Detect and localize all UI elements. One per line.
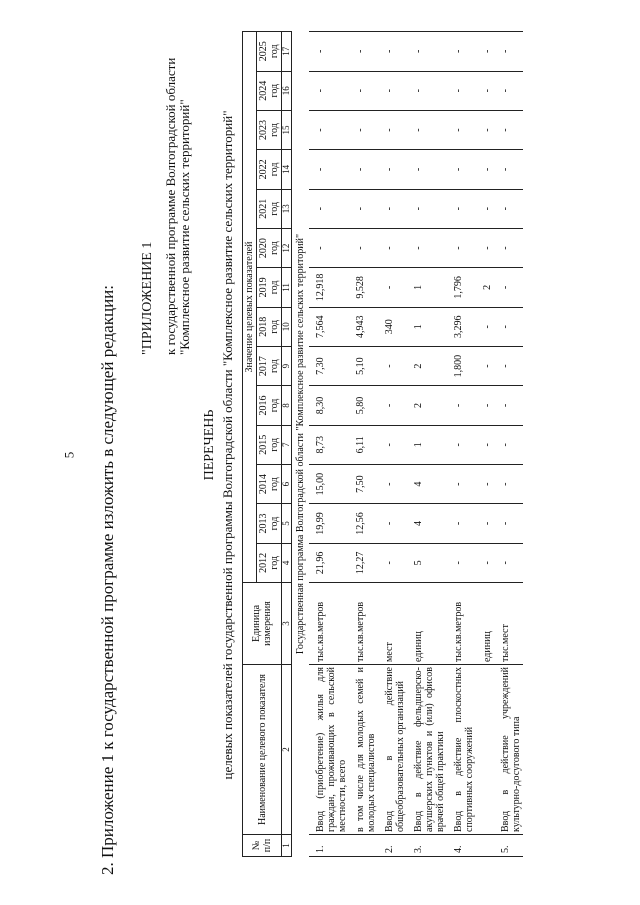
- indicator-value: -: [476, 228, 494, 267]
- header-year: 2018 год: [257, 307, 282, 346]
- indicator-value: -: [349, 189, 378, 228]
- indicator-value: -: [494, 386, 523, 425]
- header-no: № п/п: [243, 835, 282, 857]
- indicator-value: -: [447, 543, 476, 582]
- indicator-name: [476, 665, 494, 835]
- indicator-value: -: [309, 110, 349, 149]
- group-row: [292, 32, 310, 857]
- indicator-value: 7,30: [309, 346, 349, 385]
- indicator-unit: единиц: [476, 583, 494, 665]
- table-row: [447, 32, 476, 857]
- appendix-label: "ПРИЛОЖЕНИЕ 1: [140, 241, 155, 355]
- indicator-value: -: [494, 228, 523, 267]
- column-number: 13: [282, 189, 292, 228]
- indicator-value: 6,11: [349, 425, 378, 464]
- indicator-name: Ввод в действие фельдшерско-акушерских пунктов и (или) офисов врачей общей практики: [407, 665, 447, 835]
- indicator-value: -: [378, 464, 407, 503]
- table-row: [476, 32, 494, 857]
- header-year: 2021 год: [257, 189, 282, 228]
- table-row: [494, 32, 523, 857]
- column-number: 2: [282, 665, 292, 835]
- indicator-value: 9,528: [349, 268, 378, 307]
- indicator-value: -: [309, 150, 349, 189]
- indicator-value: -: [378, 32, 407, 72]
- table-row: [378, 32, 407, 857]
- indicator-value: -: [494, 425, 523, 464]
- indicator-value: -: [378, 386, 407, 425]
- indicator-unit: тыс.кв.метров: [309, 583, 349, 665]
- indicator-value: 1: [407, 307, 447, 346]
- header-year: 2014 год: [257, 464, 282, 503]
- indicator-value: 340: [378, 307, 407, 346]
- column-number: 1: [282, 835, 292, 857]
- column-number: 4: [282, 543, 292, 582]
- indicator-value: 2: [407, 346, 447, 385]
- indicator-value: -: [407, 228, 447, 267]
- indicator-value: -: [407, 150, 447, 189]
- indicator-value: 1: [407, 425, 447, 464]
- header-name: Наименование целевого показателя: [243, 665, 282, 835]
- indicator-value: -: [378, 110, 407, 149]
- indicator-value: -: [349, 150, 378, 189]
- header-year: 2017 год: [257, 346, 282, 385]
- column-number: 8: [282, 386, 292, 425]
- column-number: 15: [282, 110, 292, 149]
- indicator-value: -: [309, 189, 349, 228]
- indicator-name: Ввод в действие общеобразовательных организаций: [378, 665, 407, 835]
- indicator-value: -: [494, 71, 523, 110]
- indicator-value: 21,96: [309, 543, 349, 582]
- indicator-value: -: [407, 110, 447, 149]
- indicator-value: -: [476, 307, 494, 346]
- indicator-value: -: [494, 32, 523, 72]
- group-title: Государственная программа Волгоградской области "Комплексное развитие сельских территорий": [295, 233, 306, 655]
- indicator-value: -: [476, 504, 494, 543]
- indicator-value: 8,73: [309, 425, 349, 464]
- indicator-value: 7,564: [309, 307, 349, 346]
- table-row: [349, 32, 378, 857]
- indicator-value: -: [447, 110, 476, 149]
- header-year: 2025 год: [257, 32, 282, 72]
- rotated-page-content: [96, 15, 640, 875]
- indicator-value: 12,27: [349, 543, 378, 582]
- indicator-value: -: [494, 307, 523, 346]
- indicator-value: 1,800: [447, 346, 476, 385]
- indicator-value: -: [309, 32, 349, 72]
- column-number: 12: [282, 228, 292, 267]
- column-number: 9: [282, 346, 292, 385]
- indicator-value: 4: [407, 504, 447, 543]
- indicator-value: -: [309, 228, 349, 267]
- list-title: ПЕРЕЧЕНЬ: [202, 409, 217, 481]
- indicator-value: -: [378, 268, 407, 307]
- indicator-name: в том числе для молодых семей и молодых специалистов: [349, 665, 378, 835]
- indicator-value: 7,50: [349, 464, 378, 503]
- indicator-value: 3,296: [447, 307, 476, 346]
- row-number: 2.: [378, 835, 407, 857]
- indicator-value: -: [447, 150, 476, 189]
- indicator-value: 1,796: [447, 268, 476, 307]
- indicator-value: 2: [476, 268, 494, 307]
- indicator-name: Ввод (приобретение) жилья для граждан, проживающих в сельской местности, всего: [309, 665, 349, 835]
- appendix-reference: [164, 58, 192, 355]
- indicator-value: 4,943: [349, 307, 378, 346]
- indicator-value: -: [476, 543, 494, 582]
- indicator-value: -: [494, 189, 523, 228]
- indicator-value: -: [494, 504, 523, 543]
- list-subtitle: целевых показателей государственной программы Волгоградской области "Комплексное развитие сельских территорий": [220, 110, 235, 780]
- indicator-value: -: [378, 504, 407, 543]
- indicator-value: -: [349, 110, 378, 149]
- indicator-value: 15,00: [309, 464, 349, 503]
- header-values-group: Значение целевых показателей: [243, 32, 257, 583]
- row-number: [476, 835, 494, 857]
- indicator-value: -: [309, 71, 349, 110]
- indicator-value: -: [407, 71, 447, 110]
- indicator-value: -: [476, 386, 494, 425]
- indicator-value: -: [378, 346, 407, 385]
- indicator-value: -: [476, 425, 494, 464]
- column-number: 10: [282, 307, 292, 346]
- indicator-value: -: [476, 189, 494, 228]
- indicator-value: -: [378, 228, 407, 267]
- indicator-value: 8,30: [309, 386, 349, 425]
- indicator-value: 12,918: [309, 268, 349, 307]
- header-year: 2016 год: [257, 386, 282, 425]
- indicator-value: -: [476, 346, 494, 385]
- indicator-value: -: [476, 71, 494, 110]
- section-heading: 2. Приложение 1 к государственной программе изложить в следующей редакции:: [98, 285, 117, 875]
- row-number: 3.: [407, 835, 447, 857]
- indicator-value: -: [494, 110, 523, 149]
- header-year: 2013 год: [257, 504, 282, 543]
- column-number: 11: [282, 268, 292, 307]
- column-number: 14: [282, 150, 292, 189]
- column-number: 3: [282, 583, 292, 665]
- header-year: 2023 год: [257, 110, 282, 149]
- row-number: 5.: [494, 835, 523, 857]
- indicator-value: -: [447, 228, 476, 267]
- header-year: 2020 год: [257, 228, 282, 267]
- indicator-value: -: [476, 32, 494, 72]
- indicator-value: -: [447, 71, 476, 110]
- indicator-value: -: [407, 32, 447, 72]
- indicator-value: 12,56: [349, 504, 378, 543]
- header-year: 2015 год: [257, 425, 282, 464]
- indicators-table: [242, 31, 523, 857]
- indicator-unit: тыс.кв.метров: [447, 583, 476, 665]
- row-number: 1.: [309, 835, 349, 857]
- indicator-value: -: [476, 464, 494, 503]
- indicator-value: -: [494, 150, 523, 189]
- indicator-value: -: [447, 464, 476, 503]
- indicator-value: 5,10: [349, 346, 378, 385]
- column-number: 16: [282, 71, 292, 110]
- column-number: 7: [282, 425, 292, 464]
- appendix-reference-line: "Комплексное развитие сельских территорий": [177, 99, 192, 355]
- indicator-unit: тыс.мест: [494, 583, 523, 665]
- indicator-value: -: [378, 150, 407, 189]
- column-number: 5: [282, 504, 292, 543]
- indicator-value: -: [494, 346, 523, 385]
- table-row: [309, 32, 349, 857]
- indicator-value: -: [378, 189, 407, 228]
- column-number-row: [282, 32, 292, 857]
- row-number: [349, 835, 378, 857]
- indicator-value: -: [476, 150, 494, 189]
- indicator-value: 4: [407, 464, 447, 503]
- indicator-value: -: [447, 189, 476, 228]
- indicator-value: -: [494, 268, 523, 307]
- column-number: 6: [282, 464, 292, 503]
- header-year: 2019 год: [257, 268, 282, 307]
- indicator-value: -: [476, 110, 494, 149]
- indicator-value: -: [349, 32, 378, 72]
- indicator-value: -: [378, 543, 407, 582]
- indicator-value: 1: [407, 268, 447, 307]
- indicator-value: -: [494, 543, 523, 582]
- header-row: [243, 32, 257, 857]
- indicator-name: Ввод в действие плоскостных спортивных сооружений: [447, 665, 476, 835]
- indicator-value: -: [447, 425, 476, 464]
- indicator-value: -: [378, 425, 407, 464]
- indicator-name: Ввод в действие учреждений культурно-досугового типа: [494, 665, 523, 835]
- appendix-reference-line: к государственной программе Волгоградской области: [163, 57, 178, 355]
- indicator-value: -: [447, 504, 476, 543]
- indicator-value: -: [378, 71, 407, 110]
- indicator-value: -: [447, 32, 476, 72]
- column-number: 17: [282, 32, 292, 72]
- header-year: 2024 год: [257, 71, 282, 110]
- header-unit: Единица измерения: [243, 583, 282, 665]
- indicator-value: -: [349, 71, 378, 110]
- indicator-value: -: [349, 228, 378, 267]
- indicator-unit: мест: [378, 583, 407, 665]
- row-number: 4.: [447, 835, 476, 857]
- indicator-value: 5,80: [349, 386, 378, 425]
- table-row: [407, 32, 447, 857]
- indicator-value: 19,99: [309, 504, 349, 543]
- indicator-value: -: [407, 189, 447, 228]
- indicator-value: 2: [407, 386, 447, 425]
- page-number: 5: [61, 451, 77, 459]
- indicator-value: 5: [407, 543, 447, 582]
- header-year: 2012 год: [257, 543, 282, 582]
- header-year: 2022 год: [257, 150, 282, 189]
- indicator-value: -: [447, 386, 476, 425]
- indicator-value: -: [494, 464, 523, 503]
- indicator-unit: тыс.кв.метров: [349, 583, 378, 665]
- indicator-unit: единиц: [407, 583, 447, 665]
